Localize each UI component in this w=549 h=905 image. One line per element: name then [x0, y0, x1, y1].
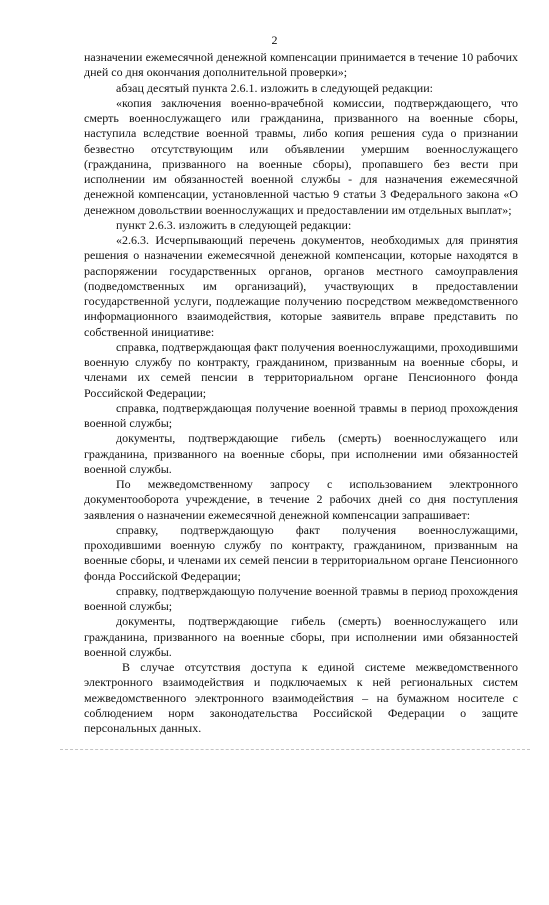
paragraph-compensation-deadline: назначении ежемесячной денежной компенсации принимается в течение 10 рабочих дней со дня окончания дополнительной проверки»; — [84, 50, 518, 80]
paragraph-paper-fallback: В случае отсутствия доступа к единой системе межведомственного электронного взаимодействия и подключаемых к ней региональных систем межведомственного электронного взаимодействия – на бумажном носителе с соблюдением норм законодательства Российской Федерации о защите персональных данных. — [84, 660, 518, 735]
paragraph-2-6-3-list-intro: «2.6.3. Исчерпывающий перечень документов, необходимых для принятия решения о назначении ежемесячной денежной компенсации, которые находятся в распоряжении государственных органов, органов местного самоуправления (подведомственных им организаций), участвующих в предоставлении государственной услуги, подлежащие получению посредством межведомственного информационного взаимодействия, которые заявитель вправе представить по собственной инициативе: — [84, 233, 518, 339]
paragraph-interagency-request: По межведомственному запросу с использованием электронного документооборота учреждение, в течение 2 рабочих дней со дня поступления заявления о назначении ежемесячной денежной компенсации запрашивает: — [84, 477, 518, 522]
document-body — [84, 50, 518, 736]
paragraph-amend-2-6-3: пункт 2.6.3. изложить в следующей редакции: — [116, 217, 352, 232]
paragraph-amend-2-6-1: абзац десятый пункта 2.6.1. изложить в следующей редакции: — [116, 80, 433, 95]
list-item-injury-certificate: справка, подтверждающая получение военной травмы в период прохождения военной службы; — [84, 400, 518, 430]
request-item-injury-certificate: справку, подтверждающую получение военной травмы в период прохождения военной службы; — [84, 583, 518, 613]
list-item-pension-certificate: справка, подтверждающая факт получения военнослужащими, проходившими военную службу по контракту, гражданином, призванным на военные сборы, и членами их семей пенсии в территориальном органе Пенсионного фонда Российской Федерации; — [84, 339, 518, 400]
page-number: 2 — [271, 33, 278, 47]
paragraph-vvk-conclusion: «копия заключения военно-врачебной комиссии, подтверждающего, что смерть военнослужащего или гражданина, призванного на военные сборы, наступила вследствие военной травмы, либо копия решения суда о признании безвестно отсутствующим или объявлении умершим военнослужащего (гражданина, призванного на военные сборы), пропавшего без вести при исполнении им обязанностей военной службы - для назначения ежемесячной денежной компенсации, установленной частью 9 статьи 3 Федерального закона «О денежном довольствии военнослужащих и предоставлении им отдельных выплат»; — [84, 95, 518, 217]
scan-artifact-line — [60, 749, 530, 750]
request-item-death-documents: документы, подтверждающие гибель (смерть) военнослужащего или гражданина, призванного на военные сборы, при исполнении ими обязанностей военной службы. — [84, 614, 518, 659]
request-item-pension-certificate: справку, подтверждающую факт получения военнослужащими, проходившими военную службу по контракту, гражданином, призванным на военные сборы, и членами их семей пенсии в территориальном органе Пенсионного фонда Российской Федерации; — [84, 522, 518, 583]
list-item-death-documents: документы, подтверждающие гибель (смерть) военнослужащего или гражданина, призванного на военные сборы, при исполнении ими обязанностей военной службы. — [84, 431, 518, 476]
